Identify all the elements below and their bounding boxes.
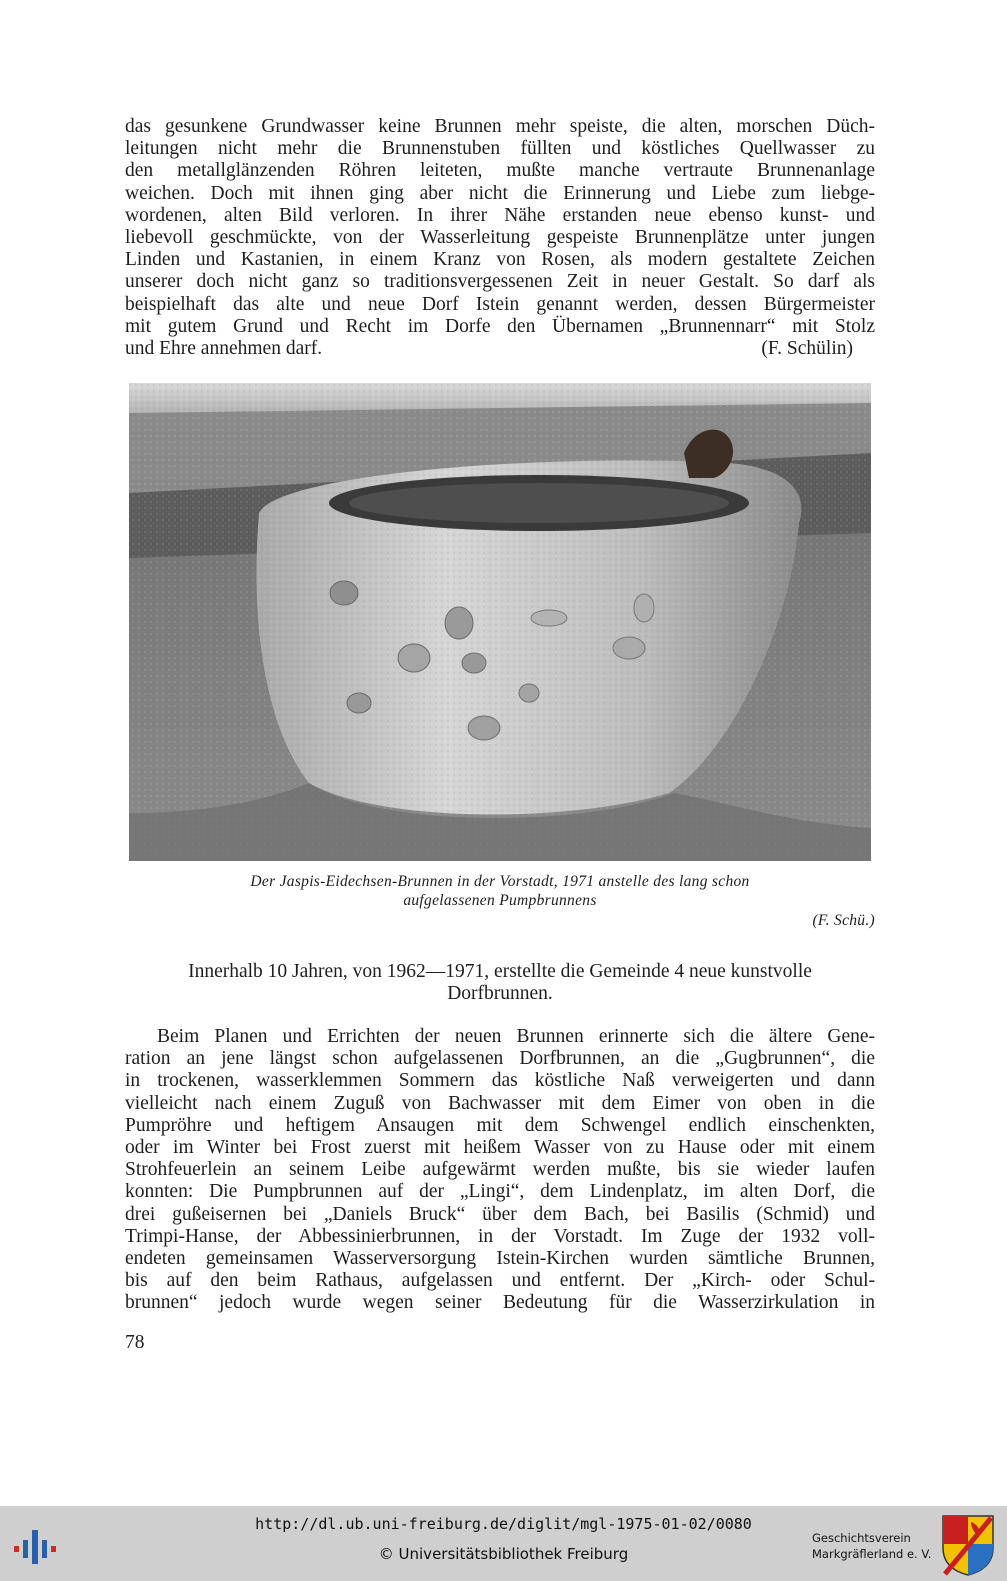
text-line: Beim Planen und Errichten der neuen Brunnen erinnerte sich die ältere Gene- xyxy=(157,1026,875,1047)
text-line: ration an jene längst schon aufgelassenen Dorfbrunnen, an die „Gugbrunnen“, die xyxy=(125,1048,875,1070)
heading-line: Dorfbrunnen. xyxy=(447,983,553,1005)
text-line: Pumpröhre und heftigem Ansaugen mit dem Schwengel endlich einschenkten, xyxy=(125,1114,875,1136)
society-name-line: Geschichtsverein xyxy=(812,1531,911,1545)
text-line: drei gußeisernen bei „Daniels Bruck“ über dem Bach, bei Basilis (Schmid) und xyxy=(125,1203,875,1225)
text-line: weichen. Doch mit ihnen ging aber nicht die Erinnerung und Liebe zum liebge- xyxy=(125,182,875,204)
page-number: 78 xyxy=(125,1332,145,1353)
photo-caption xyxy=(129,872,871,910)
text-line: beispielhaft das alte und neue Dorf Istein genannt werden, dessen Bürgermeister xyxy=(125,293,875,315)
society-name-line: Markgräflerland e. V. xyxy=(812,1547,932,1561)
text-line: konnten: Die Pumpbrunnen auf der „Lingi“, dem Lindenplatz, im alten Dorf, die xyxy=(125,1181,875,1203)
signature-row xyxy=(125,338,875,360)
text-line: oder im Winter bei Frost zuerst mit heißem Wasser von zu Hause oder mit einem xyxy=(125,1137,875,1159)
heading-line: Innerhalb 10 Jahren, von 1962—1971, erstellte die Gemeinde 4 neue kunstvolle xyxy=(188,961,812,982)
paragraph-bottom xyxy=(125,1026,875,1315)
text-line: mit gutem Grund und Recht im Dorfe den Übernamen „Brunnennarr“ mit Stolz xyxy=(125,315,875,337)
caption-line: Der Jaspis-Eidechsen-Brunnen in der Vorstadt, 1971 anstelle des lang schon xyxy=(250,873,750,890)
section-heading xyxy=(125,961,875,1005)
text-line: vielleicht nach einem Zuguß von Bachwasser mit dem Eimer von oben in die xyxy=(125,1092,875,1114)
text-line: liebevoll geschmückte, von der Wasserleitung gespeiste Brunnenplätze unter jungen xyxy=(125,227,875,249)
text-line: endeten gemeinsamen Wasserversorgung Istein-Kirchen wurden sämtliche Brunnen, xyxy=(125,1248,875,1270)
fountain-photo-image xyxy=(129,383,871,861)
text-line: leitungen nicht mehr die Brunnenstuben füllten und köstliches Quellwasser zu xyxy=(125,138,875,160)
text-line: das gesunkene Grundwasser keine Brunnen mehr speiste, die alten, morschen Düch- xyxy=(125,116,875,137)
permalink-url[interactable]: http://dl.ub.uni-freiburg.de/diglit/mgl-1975-01-02/0080 xyxy=(255,1515,752,1533)
text-line: bis auf den beim Rathaus, aufgelassen und entfernt. Der „Kirch- oder Schul- xyxy=(125,1270,875,1292)
caption-line: aufgelassenen Pumpbrunnens xyxy=(403,892,597,909)
text-line: und Ehre annehmen darf. xyxy=(125,338,323,360)
fountain-photo xyxy=(129,383,871,861)
text-line: brunnen“ jedoch wurde wegen seiner Bedeutung für die Wasserzirkulation in xyxy=(125,1292,875,1314)
copyright-notice: © Universitätsbibliothek Freiburg xyxy=(378,1545,629,1563)
author-signature: (F. Schülin) xyxy=(761,338,853,360)
text-line: den metallglänzenden Röhren leiteten, mußte manche vertraute Brunnenanlage xyxy=(125,160,875,182)
text-line: in trockenen, wasserklemmen Sommern das köstliche Naß verweigerten und dann xyxy=(125,1070,875,1092)
society-name xyxy=(812,1530,931,1562)
photo-credit: (F. Schü.) xyxy=(812,912,875,929)
coat-of-arms-icon[interactable] xyxy=(941,1514,995,1576)
text-line: Strohfeuerlein an seinem Leibe aufgewärmt werden mußte, bis sie wieder laufen xyxy=(125,1159,875,1181)
text-line: Trimpi-Hanse, der Abbessinierbrunnen, in der Vorstadt. Im Zuge der 1932 voll- xyxy=(125,1225,875,1247)
library-footer-bar xyxy=(0,1506,1007,1581)
text-line: wordenen, alten Bild verloren. In ihrer Nähe erstanden neue ebenso kunst- und xyxy=(125,204,875,226)
text-line: Linden und Kastanien, in einem Kranz von Rosen, als modern gestaltete Zeichen xyxy=(125,249,875,271)
text-line: unserer doch nicht ganz so traditionsvergessenen Zeit in neuer Gestalt. So darf als xyxy=(125,271,875,293)
paragraph-top xyxy=(125,116,875,360)
